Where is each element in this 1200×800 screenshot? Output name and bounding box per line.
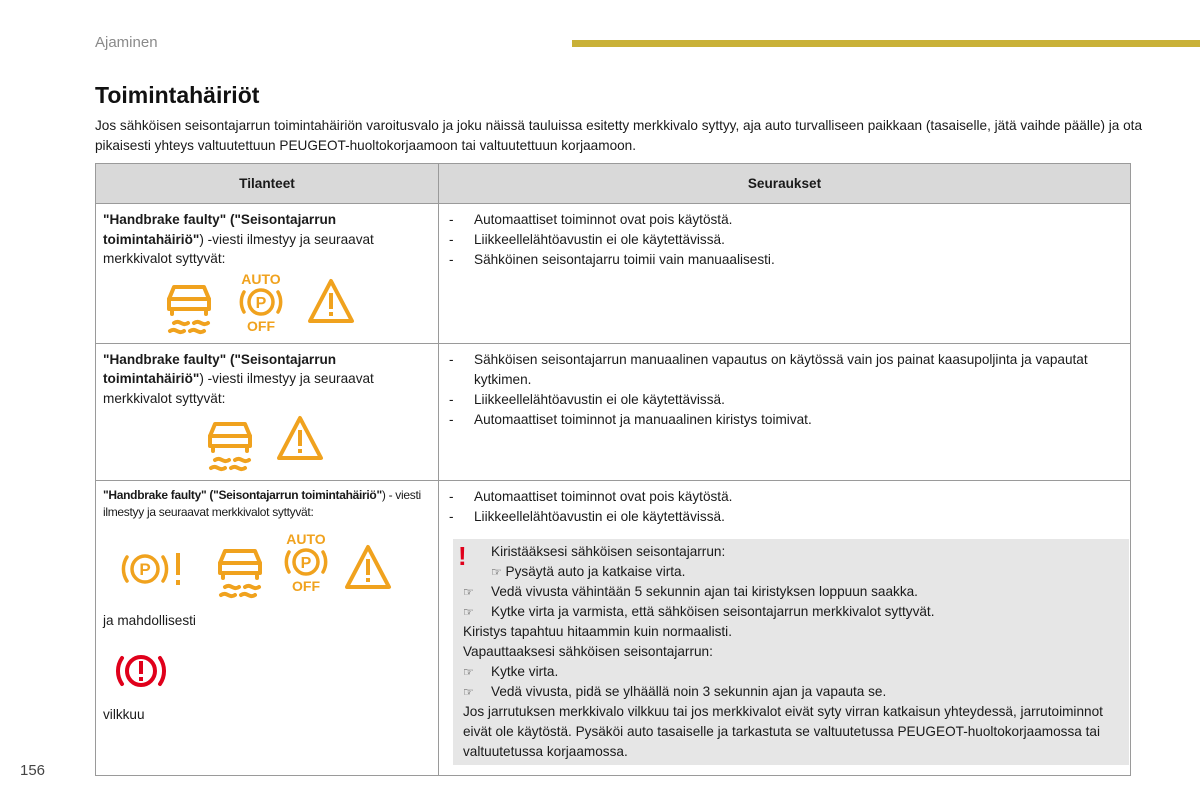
consequence-cell <box>439 343 1131 481</box>
warning-triangle-icon <box>306 277 356 325</box>
flashing-label: vilkkuu <box>103 706 145 722</box>
note-line: Jos jarrutuksen merkkivalo vilkkuu tai jos merkkivalot eivät syty virran katkaisun yhteydessä, jarrutoiminnot eivät ole käytöstä. Pysäköi auto tasaiselle ja tarkastuta se valtuutetussa PEUGEOT-huoltokorjaamossa tai valtuutetussa korjaamossa. <box>463 704 1103 759</box>
table-row <box>96 481 1131 776</box>
warning-triangle-icon <box>275 414 325 462</box>
list-item: - Sähköisen seisontajarrun manuaalinen vapautus on käytössä vain jos painat kaasupoljinta ja vapautat kytkimen. <box>449 351 1088 387</box>
list-item: - Automaattiset toiminnot ovat pois käytöstä. <box>449 212 733 227</box>
situation-rest: ) - viesti ilmestyy ja seuraavat merkkivalot syttyvät: <box>103 488 421 519</box>
column-header-situations: Tilanteet <box>96 164 439 204</box>
list-item: - Automaattiset toiminnot ja manuaalinen kiristys toimivat. <box>449 411 812 427</box>
skid-warning-icon <box>160 277 218 337</box>
consequence-list <box>447 210 1123 270</box>
malfunction-table <box>95 163 1131 776</box>
list-item: - Sähköinen seisontajarru toimii vain manuaalisesti. <box>449 252 775 267</box>
exclamation-icon: ! <box>458 541 467 571</box>
note-line: Kiristys tapahtuu hitaammin kuin normaalisti. <box>463 624 732 639</box>
consequence-cell <box>439 481 1131 776</box>
consequence-list <box>447 487 1123 527</box>
intro-paragraph: Jos sähköisen seisontajarrun toimintahäiriön varoitusvalo ja joku näissä tauluissa esitetty merkkivalo syttyy, aja auto turvalliseen paikkaan (tasaiselle, jätä vaihde päälle) ja ota pikaisesti yhteys valtuutettuun PEUGEOT-huoltokorjaamoon tai valtuutettuun korjaamoon. <box>95 118 1143 153</box>
auto-off-parking-brake-icon <box>271 531 341 593</box>
situation-cell <box>96 481 439 776</box>
consequence-cell <box>439 204 1131 344</box>
table-row <box>96 343 1131 481</box>
situation-bold: "Handbrake faulty" ("Seisontajarrun toimintahäiriö" <box>103 351 337 386</box>
situation-text <box>103 210 431 269</box>
list-item: - Automaattiset toiminnot ovat pois käytöstä. <box>449 489 733 504</box>
situation-text <box>103 487 431 521</box>
note-step: ☞ Vedä vivusta vähintään 5 sekunnin ajan tai kiristyksen loppuun saakka. <box>463 582 1119 602</box>
list-item: - Liikkeellelähtöavustin ei ole käytettävissä. <box>449 232 725 247</box>
skid-warning-icon <box>201 414 259 474</box>
situation-text <box>103 350 431 409</box>
pointing-hand-icon: ☞ <box>463 605 474 619</box>
list-item: - Liikkeellelähtöavustin ei ole käytettävissä. <box>449 509 725 524</box>
note-line: Kiristääksesi sähköisen seisontajarrun: <box>491 544 726 559</box>
skid-warning-icon <box>211 541 269 601</box>
table-header-row <box>96 164 1131 204</box>
possibly-label: ja mahdollisesti <box>103 613 196 628</box>
brake-warning-red-icon <box>115 649 167 693</box>
warning-triangle-icon <box>343 543 393 591</box>
situation-rest: ) -viesti ilmestyy ja seuraavat merkkivalot syttyvät: <box>103 371 374 406</box>
section-color-bar <box>572 40 1200 47</box>
note-line: Vapauttaaksesi sähköisen seisontajarrun: <box>463 644 713 659</box>
note-step: ☞ Kytke virta ja varmista, että sähköisen seisontajarrun merkkivalot syttyvät. <box>463 602 1119 622</box>
situation-bold: "Handbrake faulty" ("Seisontajarrun toimintahäiriö" <box>103 212 337 247</box>
parking-brake-fault-icon <box>121 547 187 591</box>
situation-bold: "Handbrake faulty" ("Seisontajarrun toimintahäiriö" <box>103 488 382 502</box>
note-step: ☞ Kytke virta. <box>463 662 1119 682</box>
auto-off-parking-brake-icon <box>226 271 296 333</box>
situation-cell <box>96 204 439 344</box>
page-number: 156 <box>20 762 46 779</box>
page-title: Toimintahäiriöt <box>95 82 260 108</box>
list-item: - Liikkeellelähtöavustin ei ole käytettävissä. <box>449 391 725 407</box>
pointing-hand-icon: ☞ <box>463 665 474 679</box>
pointing-hand-icon: ☞ <box>491 565 502 579</box>
situation-cell <box>96 343 439 481</box>
consequence-list <box>447 350 1123 430</box>
note-step: ☞ Vedä vivusta, pidä se ylhäällä noin 3 sekunnin ajan ja vapauta se. <box>463 682 1119 702</box>
pointing-hand-icon: ☞ <box>463 685 474 699</box>
procedure-note <box>453 539 1129 765</box>
note-line: ☞ Pysäytä auto ja katkaise virta. <box>491 564 686 579</box>
situation-rest: ) -viesti ilmestyy ja seuraavat merkkivalot syttyvät: <box>103 231 374 266</box>
section-label: Ajaminen <box>95 34 158 51</box>
column-header-consequences: Seuraukset <box>439 164 1131 204</box>
pointing-hand-icon: ☞ <box>463 585 474 599</box>
table-row <box>96 204 1131 344</box>
